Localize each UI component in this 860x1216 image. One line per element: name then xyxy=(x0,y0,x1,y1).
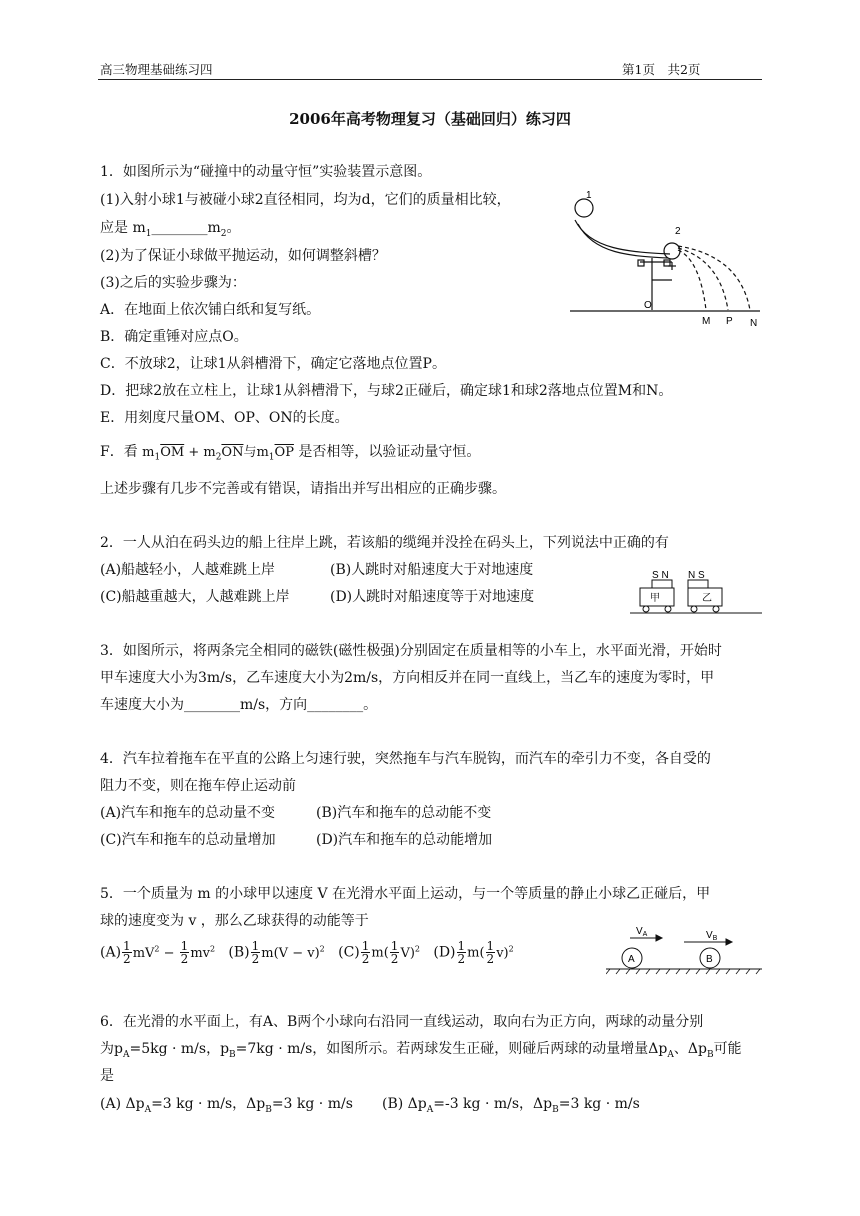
fig-label-2: 2 xyxy=(675,226,681,237)
fig-label-m: M xyxy=(702,316,711,327)
q4-option-a: (A)汽车和拖车的总动量不变 xyxy=(100,805,276,821)
q2-option-c: (C)船越重越大，人越难跳上岸 xyxy=(100,589,290,605)
page-title: 2006年高考物理复习（基础回归）练习四 xyxy=(289,110,571,128)
cart1-label: 甲 xyxy=(650,593,660,604)
q1-step-d: D．把球2放在立柱上，让球1从斜槽滑下，与球2正碰后，确定球1和球2落地点位置M和N。 xyxy=(100,383,673,399)
q5-line1: 5．一个质量为 m 的小球甲以速度 V 在光滑水平面上运动，与一个等质量的静止小球乙正碰后，甲 xyxy=(100,886,711,902)
q1-step-e: E．用刻度尺量OM、OP、ON的长度。 xyxy=(100,410,349,426)
q6-line3: 是 xyxy=(100,1068,114,1084)
q3-line1: 3．如图所示，将两条完全相同的磁铁(磁性极强)分别固定在质量相等的小车上，水平面光滑，开始时 xyxy=(100,643,722,659)
ball-b-label: B xyxy=(706,954,713,965)
q2-option-d: (D)人跳时对船速度等于对地速度 xyxy=(330,589,535,605)
q1-part1: (1)入射小球1与被碰小球2直径相同，均为d，它们的质量相比较， xyxy=(100,192,511,208)
q1-part2: (2)为了保证小球做平抛运动，如何调整斜槽？ xyxy=(100,248,386,264)
q2-option-a: (A)船越轻小，人越难跳上岸 xyxy=(100,562,276,578)
ball-a-label: A xyxy=(628,954,635,965)
cart2-label: 乙 xyxy=(702,593,712,604)
header-left: 高三物理基础练习四 xyxy=(100,62,213,77)
q4-option-d: (D)汽车和拖车的总动能增加 xyxy=(316,832,493,848)
q4-option-c: (C)汽车和拖车的总动量增加 xyxy=(100,832,276,848)
cart2-poles: N S xyxy=(688,570,705,581)
q4-option-b: (B)汽车和拖车的总动能不变 xyxy=(316,805,492,821)
q3-line3: 车速度大小为________m/s，方向________。 xyxy=(100,697,378,713)
q1-step-a: A．在地面上依次铺白纸和复写纸。 xyxy=(100,302,321,318)
magnet-carts-figure xyxy=(630,570,762,616)
header-rule xyxy=(98,79,762,80)
q3-line2: 甲车速度大小为3m/s，乙车速度大小为2m/s，方向相反并在同一直线上，当乙车的速度为零时，甲 xyxy=(100,670,715,686)
fig-label-o: O xyxy=(644,300,652,311)
cart1-poles: S N xyxy=(652,570,669,581)
q2-stem: 2．一人从泊在码头边的船上往岸上跳，若该船的缆绳并没拴在码头上，下列说法中正确的有 xyxy=(100,535,669,551)
q1-part3: (3)之后的实验步骤为： xyxy=(100,275,246,291)
q1-stem: 1．如图所示为“碰撞中的动量守恒”实验装置示意图。 xyxy=(100,164,432,180)
q4-line1: 4．汽车拉着拖车在平直的公路上匀速行驶，突然拖车与汽车脱钩，而汽车的牵引力不变，各自受的 xyxy=(100,751,711,767)
q6-line1: 6．在光滑的水平面上，有A、B两个小球向右沿同一直线运动，取向右为正方向，两球的动量分别 xyxy=(100,1014,704,1030)
fig-label-p: P xyxy=(726,316,733,327)
q6-option-a: (A) $\Delta p_A=3$ kg · m/s，$\Delta p_B=3$ kg · m/s xyxy=(100,1096,353,1115)
q2-option-b: (B)人跳时对船速度大于对地速度 xyxy=(330,562,534,578)
fig-label-n: N xyxy=(750,318,758,329)
balls-ab-figure xyxy=(606,922,762,978)
q1-ask: 上述步骤有几步不完善或有错误，请指出并写出相应的正确步骤。 xyxy=(100,481,506,497)
q4-line2: 阻力不变，则在拖车停止运动前 xyxy=(100,778,296,794)
q1-part1-answer: 应是 $m_1\_\_\_\_\_\_\_\_m_2$。 xyxy=(100,220,241,239)
collision-apparatus-figure xyxy=(560,190,770,335)
q5-options: (A) $\frac{1}{2}$ $mV^2$ − $\frac{1}{2}$ $mv^2$ (B) $\frac{1}{2}$ $m(V - v)^2$ (C) $\frac{1}{2}$ m( $\frac{1}{2}$ V)$^2$ (D) $\frac{1}{2}$ m( $\frac{1}{2}$ v)$^2$ xyxy=(100,939,514,966)
header-right: 第1页 共2页 xyxy=(622,62,701,77)
q1-step-c: C．不放球2，让球1从斜槽滑下，确定它落地点位置P。 xyxy=(100,356,446,372)
q6-option-b: (B) $\Delta p_A=-3$ kg · m/s，$\Delta p_B=3$ kg · m/s xyxy=(382,1096,640,1115)
q6-line2: 为$p_A=5kg \cdot m/s$，$p_B=7kg \cdot m/s$，如图所示。若两球发生正碰，则碰后两球的动量增量$\Delta p_A$、$\Delta p_B$可能 xyxy=(100,1041,742,1060)
q5-line2: 球的速度变为 v ，那么乙球获得的动能等于 xyxy=(100,913,369,929)
fig-label-1: 1 xyxy=(586,190,592,201)
q1-step-f: F．看 $m_1\overline{OM} + m_2\overline{ON}$与$m_1\overline{OP}$ 是否相等，以验证动量守恒。 xyxy=(100,444,481,463)
vb-label: $V_B$ xyxy=(706,930,718,942)
va-label: $V_A$ xyxy=(636,926,648,938)
q1-step-b: B．确定重锤对应点O。 xyxy=(100,329,248,345)
